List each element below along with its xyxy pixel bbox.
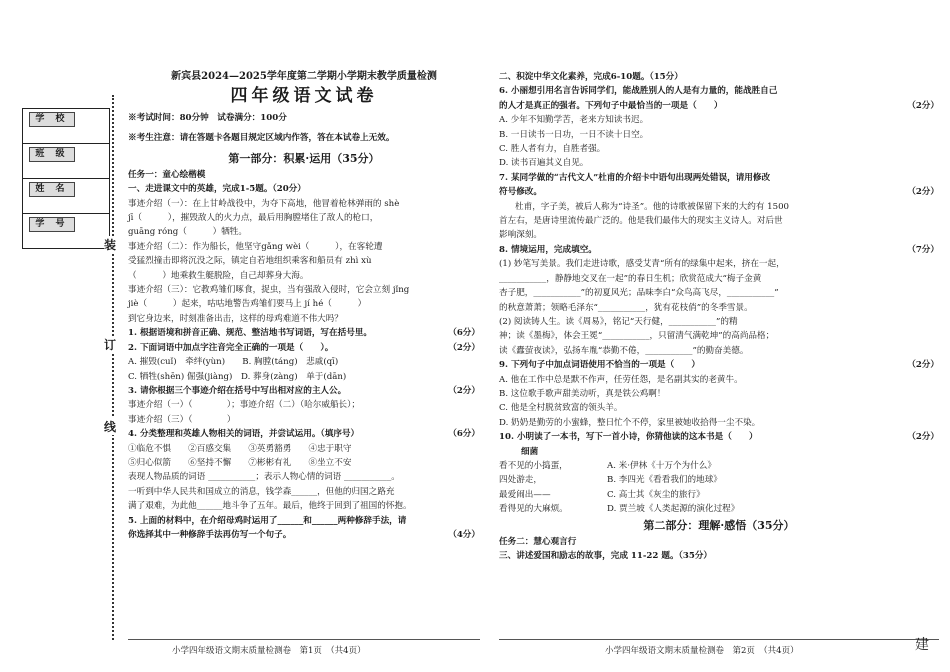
story-line: jiè（ ）起来，咕咕地警告鸡雏们要马上 jí hé（ ） xyxy=(128,299,367,310)
poem-line: 看不见的小捣蛋， xyxy=(499,460,568,471)
question-8-line: ___________，静静地交叉在一起”的春日生机；欣赏范成大“梅子金黄 xyxy=(499,273,762,284)
question-8-line: (2) 阅读铸人生。读《周易》，铭记“天行健，___________”的精 xyxy=(499,316,738,327)
poem xyxy=(499,459,607,517)
name-field[interactable] xyxy=(22,178,110,214)
school-field[interactable] xyxy=(22,108,110,144)
binding-char-zhuang: 装 xyxy=(104,238,117,252)
page-2-content xyxy=(499,70,939,563)
story-line: 事迹介绍（一）：在上甘岭战役中，为夺下高地，他冒着枪林弹雨的 shè xyxy=(128,198,400,209)
question-9-score: （2分） xyxy=(907,360,939,371)
question-6-option: A. 少年不知勤学苦，老来方知读书迟。 xyxy=(499,115,649,126)
corner-char: 建 xyxy=(915,637,929,653)
story-line: 到它身边来，时刻准备出击，这样的母鸡难道不伟大吗？ xyxy=(128,313,343,324)
question-8-score: （7分） xyxy=(907,244,939,255)
exam-info: ※考试时间：80分钟 试卷满分：100分 xyxy=(128,113,287,123)
main-title: 四年级语文试卷 xyxy=(230,86,378,106)
intro-card-line: 杜甫，字子美，被后人称为“诗圣”。他的诗歌被保留下来的大约有 1500 xyxy=(515,201,790,212)
question-3-score: （2分） xyxy=(448,385,480,396)
question-1-score: （6分） xyxy=(448,328,480,339)
story-line: 事迹介绍（三）：它教鸡雏们啄食，捉虫，当有强敌入侵时，它会立刻 jǐng xyxy=(128,285,410,296)
question-8-line: (1) 妙笔写美景。我们走进诗歌，感受艾青“所有的绿集中起来，挤在一起， xyxy=(499,259,785,270)
question-6b-text: 的人才是真正的强者。下列句子中最恰当的一项是（ ） xyxy=(499,100,723,111)
question-3-text: 3. 请你根据三个事迹介绍在括号中写出相对应的主人公。 xyxy=(128,385,347,396)
name-label: 姓 名 xyxy=(29,182,75,197)
question-5-score: （4分） xyxy=(448,529,480,540)
question-8-line: 读《蠹萤夜读》，弘扬车胤“恭勤不倦，___________”的勤奋美德。 xyxy=(499,345,749,356)
student-id-label: 学 号 xyxy=(29,217,75,232)
question-10-text: 10. 小明读了一本书，写下一首小诗，你猜他读的这本书是（ ） xyxy=(499,432,758,443)
poem-line: 四处游走， xyxy=(499,475,542,486)
question-9-option: B. 这位歌手歌声甜美动听，真是铁公鸡啊！ xyxy=(499,388,666,399)
book-option: B. 李四光《看看我们的地球》 xyxy=(607,475,722,486)
question-5: 5. 上面的材料中，在介绍母鸡时运用了______和______两种修辞手法，请 xyxy=(128,515,407,526)
question-8-line: 神；读《墨梅》，体会王冕“___________，只留清气满乾坤”的高尚品格； xyxy=(499,331,775,342)
class-field[interactable] xyxy=(22,143,110,179)
question-5b xyxy=(128,528,480,542)
book-option: C. 高士其《灰尘的旅行》 xyxy=(607,489,705,500)
question-4-text: 4. 分类整理和英雄人物相关的词语，并尝试运用。（填序号） xyxy=(128,429,360,440)
question-9-option: D. 奶奶是勤劳的小蜜蜂，整日忙个不停，家里被她收拾得一尘不染。 xyxy=(499,417,761,428)
question-10 xyxy=(499,430,939,444)
footer-rule xyxy=(128,639,480,640)
intro-card-line: 影响深刻。 xyxy=(499,230,542,241)
part-2-title: 第二部分：理解·感悟（35分） xyxy=(643,518,795,532)
question-4-fill: 一听到中华人民共和国成立的消息，钱学森______，但他的归国之路充 xyxy=(128,486,395,497)
exam-title: 新宾县2024—2025学年度第二学期小学期末教学质量检测 xyxy=(171,71,437,82)
question-7b xyxy=(499,185,939,199)
question-1 xyxy=(128,326,480,340)
page-1-content xyxy=(128,70,480,542)
question-4-score: （6分） xyxy=(448,429,480,440)
story-line: （ ）地乘救生艇脱险，自己却葬身大海。 xyxy=(128,270,309,281)
question-8-line: 杏子肥，___________”的初夏风光；品味李白“众鸟高飞尽，___________” xyxy=(499,288,779,299)
task-2-title: 任务二：慧心观言行 xyxy=(499,536,577,547)
page-1-footer: 小学四年级语文期末质量检测卷 第1页 （共4页） xyxy=(172,646,366,656)
poem-title: 细菌 xyxy=(521,446,539,457)
question-7: 7. 某同学做的“古代文人”杜甫的介绍卡中语句出现两处错误，请用修改 xyxy=(499,172,771,183)
question-9 xyxy=(499,358,939,372)
question-3-answer: 事迹介绍（三）（ ） xyxy=(128,414,236,425)
part-1-title: 第一部分：积累·运用（35分） xyxy=(228,151,380,165)
question-6-score: （2分） xyxy=(907,100,939,111)
poem-line: 看得见的大麻烦。 xyxy=(499,504,568,515)
student-id-field[interactable] xyxy=(22,213,110,249)
poem-and-options xyxy=(499,459,939,517)
question-4-fill: 满了艰难，为此他______地斗争了五年。最后，他终于回到了祖国的怀抱。 xyxy=(128,501,412,512)
page-2-footer: 小学四年级语文期末质量检测卷 第2页 （共4页） xyxy=(605,646,799,656)
question-8 xyxy=(499,243,939,257)
story-line: 受猛烈撞击即将沉没之际，镇定自若地组织乘客和船员有 zhì xù xyxy=(128,256,372,267)
binding-char-xian: 线 xyxy=(104,420,117,434)
footer-rule xyxy=(499,639,939,640)
intro-card-line: 首左右，是唐诗里流传最广泛的。他是我们最伟大的现实主义诗人。对后世 xyxy=(499,216,783,227)
story-line: guāng róng（ ）牺牲。 xyxy=(128,227,247,238)
story-line: 事迹介绍（二）：作为船长，他坚守gǎng wèi（ ），在客轮遭 xyxy=(128,241,383,252)
question-10-score: （2分） xyxy=(907,432,939,443)
section-1-title: 一、走进课文中的英雄，完成1-5题。（20分） xyxy=(128,184,306,195)
binding-line xyxy=(112,95,114,640)
task-1-title: 任务一：童心绘楷模 xyxy=(128,169,206,180)
section-3-title: 三、讲述爱国和励志的故事，完成 11-22 题。（35分） xyxy=(499,551,713,561)
question-7b-text: 符号修改。 xyxy=(499,187,542,198)
school-label: 学 校 xyxy=(29,112,75,127)
question-9-text: 9. 下列句子中加点词语使用不恰当的一项是（ ） xyxy=(499,360,701,371)
question-6b xyxy=(499,99,939,113)
book-option: D. 贾兰坡《人类起源的演化过程》 xyxy=(607,504,740,515)
question-4 xyxy=(128,427,480,441)
question-2-option: C. 牺牲(shēn) 倔强(jiàng) D. 葬身(zàng) 单于(dān) xyxy=(128,371,347,382)
question-6-option: B. 一日读书一日功，一日不读十日空。 xyxy=(499,129,649,140)
section-2-title: 二、积淀中华文化素养，完成6-10题。（15分） xyxy=(499,72,683,82)
notice: ※考生注意：请在答题卡各题目规定区域内作答，答在本试卷上无效。 xyxy=(128,133,395,144)
question-8-text: 8. 情境运用，完成填空。 xyxy=(499,244,597,255)
question-2-text: 2. 下面词语中加点字注音完全正确的一项是（ ）。 xyxy=(128,342,334,353)
question-8-line: 的秋意萧萧；领略毛泽东“___________，犹有花枝俏”的冬季雪景。 xyxy=(499,302,753,313)
question-9-option: C. 他是全村脱贫致富的领头羊。 xyxy=(499,403,623,414)
word-list: ①临危不惧 ②百感交集 ③英勇豁勇 ④忠于职守 xyxy=(128,443,352,454)
question-6-option: C. 胜人者有力，自胜者强。 xyxy=(499,144,606,155)
poem-line: 最爱闹出—— xyxy=(499,489,551,500)
question-2-option: A. 摧毁(cuǐ) 牵绊(yùn) B. 胸膛(táng) 悲戚(qī) xyxy=(128,357,339,368)
question-1-text: 1. 根据语境和拼音正确、规范、整洁地书写词语，写在括号里。 xyxy=(128,328,372,339)
word-list: ⑤归心似箭 ⑥坚持不懈 ⑦彬彬有礼 ⑧坐立不安 xyxy=(128,457,352,468)
question-6: 6. 小丽想引用名言告诉同学们，能战胜别人的人是有力量的，能战胜自己 xyxy=(499,86,778,97)
question-4-fill: 表现人物品质的词语 ___________；表示人物心情的词语 ___________。 xyxy=(128,472,400,483)
question-3-answer: 事迹介绍（一）（ ）；事迹介绍（二）（哈尔威船长）； xyxy=(128,400,361,411)
binding-char-ding: 订 xyxy=(104,338,117,352)
page-2 xyxy=(485,0,950,672)
story-line: jī（ ），摧毁敌人的火力点，最后用胸膛堵住了敌人的枪口， xyxy=(128,213,379,224)
question-6-option: D. 读书百遍其义自见。 xyxy=(499,158,589,169)
question-2 xyxy=(128,341,480,355)
question-9-option: A. 他在工作中总是默不作声，任劳任怨，是名副其实的老黄牛。 xyxy=(499,374,743,385)
question-3 xyxy=(128,384,480,398)
class-label: 班 级 xyxy=(29,147,75,162)
book-options xyxy=(607,459,739,517)
question-7-score: （2分） xyxy=(907,187,939,198)
book-option: A. 米·伊林《十万个为什么》 xyxy=(607,460,716,471)
question-2-score: （2分） xyxy=(448,342,480,353)
question-5b-text: 你选择其中一种修辞手法再仿写一个句子。 xyxy=(128,529,292,540)
